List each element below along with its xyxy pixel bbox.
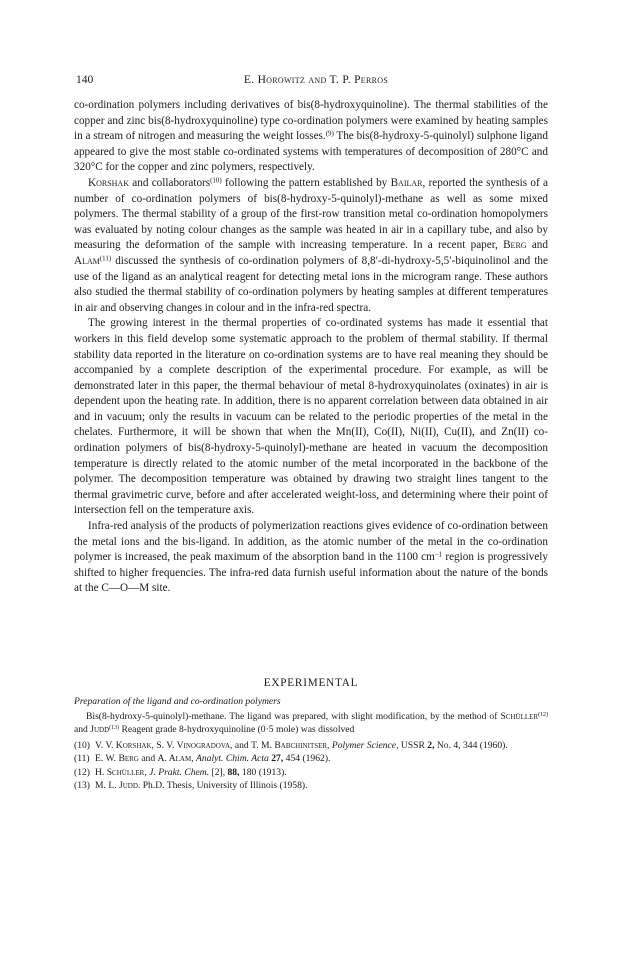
- experimental-paragraph: [74, 710, 548, 737]
- text-run: and: [74, 724, 91, 736]
- citation-mark: (10): [210, 176, 222, 185]
- author-name: T. M. Babchinitser,: [251, 740, 330, 751]
- paragraph-2: [74, 176, 548, 316]
- author-name: E. W. Berg: [95, 753, 139, 765]
- text-run: following the pattern established by: [221, 176, 391, 189]
- author-name: A. Alam,: [157, 753, 194, 765]
- volume: 88,: [227, 766, 240, 778]
- volume: 2,: [427, 740, 435, 751]
- citation-mark: (11): [99, 254, 112, 263]
- footnote-text: [95, 766, 548, 779]
- page-header: [76, 74, 556, 90]
- author-name: Korshak: [88, 176, 129, 189]
- text-run: No. 4, 344 (1960).: [434, 740, 508, 751]
- text-run: 180 (1913).: [239, 766, 287, 778]
- paragraph-3: The growing interest in the thermal properties of co-ordinated systems has made it essential that workers in this field develop some systematic approach to the problem of thermal stability. If thermal stability data reported in the literature on co-ordination systems are to have real meaning they should be accompanied by a complete description of the experimental procedure. For example, as will be demonstrated later in this paper, the thermal behaviour of metal 8-hydroxyquinolates (oxinates) in air is dependent upon the heating rate. In addition, there is no apparent correlation between data obtained in air and in vacuum; only the results in vacuum can be related to the periodic properties of the metal in the chelates. Furthermore, it will be shown that when the Mn(II), Co(II), Ni(II), Cu(II), and Zn(II) co-ordination polymers of bis(8-hydroxy-5-quinolyl)-methane are heated in vacuum the decomposition temperature is directly related to the atomic number of the metal incorporated in the backbone of the polymer. The decomposition temperature was obtained by drawing two straight lines tangent to the thermal gravimetric curve, before and after accelerated weight-loss, and determining where their point of intersection fell on the temperature axis.: [74, 317, 548, 517]
- citation-mark: (9): [325, 129, 334, 138]
- author-name: Judd: [90, 724, 110, 736]
- footnote-text: [95, 779, 548, 792]
- footnotes: [74, 739, 548, 793]
- section-heading: EXPERIMENTAL: [263, 677, 359, 689]
- journal-name: Polymer Science,: [331, 740, 399, 751]
- journal-name: Analyt. Chim. Acta: [196, 753, 269, 765]
- superscript: −1: [434, 550, 443, 559]
- paragraph-4: [74, 519, 548, 597]
- body-text: [74, 98, 548, 597]
- footnote-mark: (10): [74, 740, 90, 751]
- footnote-text: [95, 739, 548, 752]
- footnote: [74, 739, 548, 752]
- footnote-mark: (13): [74, 780, 90, 792]
- footnote: [74, 752, 548, 765]
- footnote-text: [95, 752, 548, 765]
- footnote-mark: (11): [74, 753, 90, 765]
- author-name: Berg: [503, 239, 527, 252]
- text-run: The bis(8-hydroxy-5-quinolyl) sulphone ligand appeared to give the most stable co-ordinated systems with temperatures of decomposition of 280°C and 320°C for the copper and zinc polymers, respectively.: [74, 130, 548, 174]
- page-number: 140: [76, 74, 94, 86]
- text-run: , reported the synthesis of a number of co-ordination polymers of bis(8-hydroxy-5-quinolyl)-methane as well as some mixed polymers. The thermal stability of a group of the first-row transition metal co-ordination homopolymers was evaluated by noting colour changes as the sample was heated in air in a capillary tube, and also by measuring the deformation of the sample with increasing temperature. In a recent paper,: [74, 176, 548, 252]
- author-name: H. Schüller,: [95, 766, 147, 778]
- author-name: Bailar: [390, 176, 423, 189]
- text-run: Ph.D. Thesis, University of Illinois (1958).: [140, 780, 308, 792]
- text-run: Infra-red analysis of the products of polymerization reactions gives evidence of co-ordination between the metal ions and the bis-ligand. In addition, as the atomic number of the metal in the co-ordination polymer is increased, the peak maximum of the absorption band in the 1100 cm: [74, 520, 548, 564]
- volume: 27,: [271, 753, 284, 765]
- text-run: and: [138, 753, 158, 765]
- text-run: Bis(8-hydroxy-5-quinolyl)-methane. The ligand was prepared, with slight modification, by the method of: [86, 711, 501, 722]
- text-run: [2],: [209, 766, 228, 778]
- journal-name: J. Prakt. Chem.: [149, 766, 210, 778]
- text-run: Reagent grade 8-hydroxyquinoline (0·5 mole) was dissolved: [119, 724, 355, 736]
- text-run: and collaborators: [128, 176, 211, 189]
- author-name: V. V. Korshak, S. V. Vinogradova,: [95, 740, 233, 751]
- text-run: co-ordination polymers including derivatives of bis(8-hydroxyquinoline). The thermal stabilities of the copper and zinc bis(8-hydroxyquinoline) type co-ordination polymers were examined by heating samples in a stream of nitrogen and measuring the weight losses.: [74, 99, 548, 143]
- footnote: [74, 779, 548, 792]
- text-run: discussed the synthesis of co-ordination polymers of 8,8′-di-hydroxy-5,5′-biquinolinol and the use of the ligand as an analytical reagent for detecting metal ions in the microgram range. These authors also studied the thermal stability of co-ordination polymers by heating samples at different temperatures in air and observing changes in colour and in the infra-red spectra.: [74, 254, 548, 314]
- text-run: region is progressively shifted to higher frequencies. The infra-red data furnish useful information about the nature of the bonds at the C—O—M site.: [74, 551, 548, 595]
- author-name: M. L. Judd.: [95, 780, 141, 792]
- author-name: Schüller: [500, 711, 539, 722]
- running-head: E. Horowitz and T. P. Perros: [243, 74, 389, 86]
- text-run: 454 (1962).: [283, 753, 331, 765]
- citation-mark: (12): [538, 712, 548, 719]
- footnote: [74, 766, 548, 779]
- paragraph-1: [74, 98, 548, 176]
- text-run: and: [526, 239, 548, 252]
- text-run: USSR: [398, 740, 428, 751]
- subsection-heading: Preparation of the ligand and co-ordination polymers: [74, 696, 281, 707]
- footnote-mark: (12): [74, 766, 90, 778]
- text-run: and: [232, 740, 252, 751]
- author-name: Alam: [74, 254, 100, 267]
- citation-mark: (13): [109, 725, 120, 732]
